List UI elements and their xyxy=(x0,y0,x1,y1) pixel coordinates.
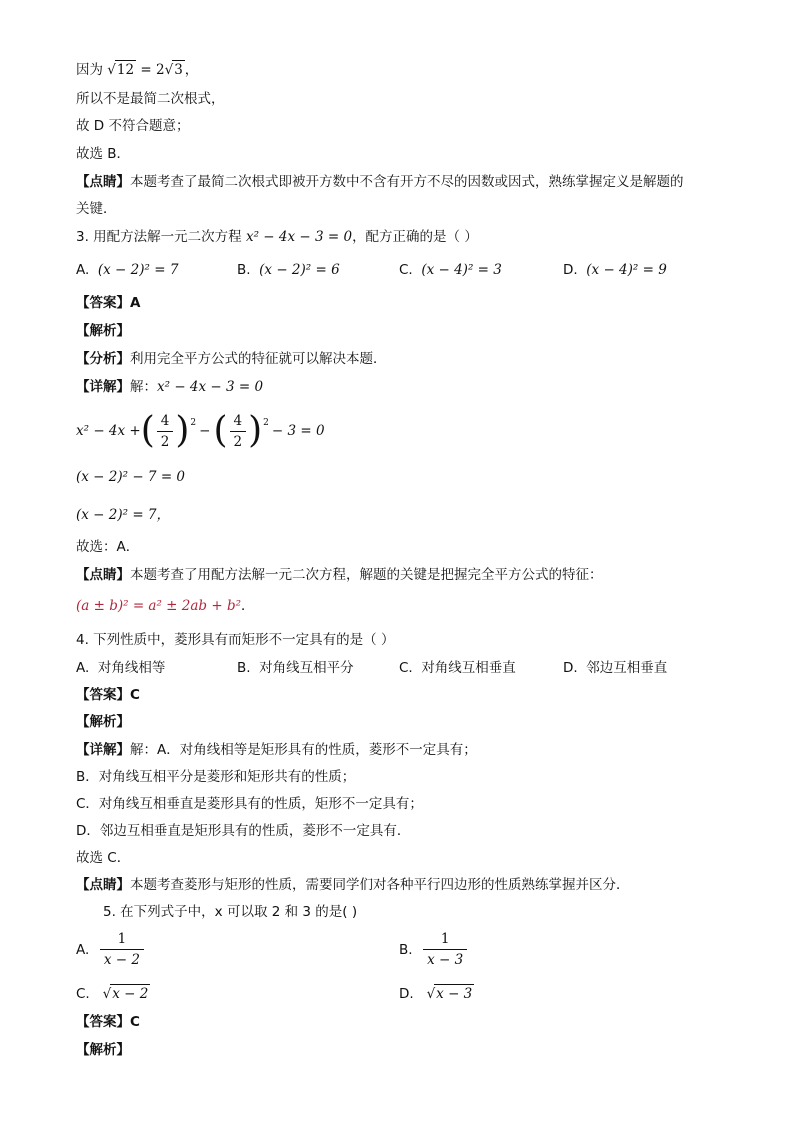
option-letter: A. xyxy=(76,941,90,958)
denominator: x − 3 xyxy=(427,952,464,968)
q5-option-c: C. √x − 2 xyxy=(76,986,149,1002)
denominator: x − 2 xyxy=(103,952,140,968)
option-letter: B. xyxy=(237,262,251,278)
text: ， xyxy=(184,62,199,78)
equation-step: (x − 2)² = 7， xyxy=(76,507,171,523)
text-line: D．邻边互相垂直是矩形具有的性质，菱形不一定具有． xyxy=(76,823,411,839)
equation-step: (x − 2)² − 7 = 0 xyxy=(76,469,186,485)
equation-text: = 2 xyxy=(136,62,165,78)
fraction xyxy=(423,930,467,969)
question-text: 3. 用配方法解一元二次方程 xyxy=(76,229,246,245)
paren-fraction: ( $\frac{4}{2}$ ) 2 xyxy=(213,410,269,451)
option-text: (x − 2)² = 7 xyxy=(97,262,179,278)
operator: − xyxy=(199,423,211,439)
equation: x² − 4x − 3 = 0 xyxy=(245,229,353,245)
denominator: 2 xyxy=(160,433,170,450)
text-line: 所以不是最简二次根式， xyxy=(76,91,225,107)
option-letter: D. xyxy=(563,660,578,676)
formula: (a ± b)² = a² ± 2ab + b² xyxy=(76,598,242,614)
section-tag: 【详解】 xyxy=(76,742,130,758)
q4-option-a xyxy=(76,659,165,677)
option-letter: B. xyxy=(399,941,413,958)
text-line xyxy=(76,350,387,368)
radicand: 12 xyxy=(116,62,135,78)
option-letter: A. xyxy=(76,262,90,278)
q5-option-d: D. √x − 3 xyxy=(399,986,473,1002)
equation-text: − 3 = 0 xyxy=(271,423,325,439)
text-line: C．对角线互相垂直是菱形具有的性质，矩形不一定具有； xyxy=(76,796,423,812)
text-line: 故选 C． xyxy=(76,850,131,866)
option-text: 对角线相等 xyxy=(97,660,166,676)
text-line xyxy=(76,378,263,396)
formula-line xyxy=(76,597,255,615)
text-line: 关键． xyxy=(76,201,117,217)
radicand: x − 3 xyxy=(436,986,473,1002)
text-line: 故选：A． xyxy=(76,539,140,555)
q4-option-b xyxy=(237,659,354,677)
text: 本题考查了用配方法解一元二次方程，解题的关键是把握完全平方公式的特征： xyxy=(130,567,603,583)
text: 解： xyxy=(130,379,157,395)
q3-option-c xyxy=(399,261,502,279)
text-line: 因为 √12 = 2√3 ， xyxy=(76,62,199,78)
option-letter: C. xyxy=(399,262,413,278)
question-5: 5. 在下列式子中，x 可以取 2 和 3 的是( ) xyxy=(103,904,358,920)
q4-option-c xyxy=(399,659,516,677)
option-text: (x − 4)² = 3 xyxy=(421,262,502,278)
text-line xyxy=(76,876,630,894)
text: 因为 xyxy=(76,62,103,78)
numerator: 4 xyxy=(157,412,174,432)
question-4: 4. 下列性质中，菱形具有而矩形不一定具有的是（ ） xyxy=(76,632,395,648)
section-tag: 【点睛】 xyxy=(76,567,130,583)
equation: x² − 4x − 3 = 0 xyxy=(157,379,264,395)
paren-fraction: ( $\frac{4}{2}$ ) 2 xyxy=(140,410,197,451)
analysis-label: 【解析】 xyxy=(76,323,130,339)
option-letter: B. xyxy=(237,660,251,676)
option-letter: D. xyxy=(563,262,578,278)
text: 本题考查菱形与矩形的性质，需要同学们对各种平行四边形的性质熟练掌握并区分． xyxy=(130,877,630,893)
option-letter: C. xyxy=(399,660,413,676)
section-tag: 【分析】 xyxy=(76,351,130,367)
answer-label: 【答案】C xyxy=(76,1014,140,1030)
question-text: ，配方正确的是（ ） xyxy=(352,229,478,245)
equation-text: x² − 4x + xyxy=(76,423,141,439)
q3-option-a xyxy=(76,261,178,279)
q5-option-a xyxy=(76,930,146,969)
text-line: B．对角线互相平分是菱形和矩形共有的性质； xyxy=(76,769,356,785)
option-letter: A. xyxy=(76,660,90,676)
option-text: (x − 4)² = 9 xyxy=(586,262,667,278)
option-text: 对角线互相垂直 xyxy=(421,660,516,676)
analysis-label: 【解析】 xyxy=(76,1042,130,1058)
option-text: 对角线互相平分 xyxy=(259,660,354,676)
q4-option-d xyxy=(563,659,667,677)
option-text: 邻边互相垂直 xyxy=(586,660,668,676)
analysis-label: 【解析】 xyxy=(76,714,130,730)
numerator: 4 xyxy=(230,412,247,432)
section-tag: 【点睛】 xyxy=(76,877,130,893)
option-letter: C. xyxy=(76,986,90,1002)
numerator: 1 xyxy=(100,930,144,950)
text: 解：A．对角线相等是矩形具有的性质，菱形不一定具有； xyxy=(130,742,477,758)
text: 利用完全平方公式的特征就可以解决本题． xyxy=(130,351,387,367)
text: ． xyxy=(241,598,255,614)
text-line xyxy=(76,566,603,584)
text-line xyxy=(76,741,477,759)
numerator: 1 xyxy=(423,930,467,950)
text-line: 故 D 不符合题意； xyxy=(76,118,190,134)
q5-option-b xyxy=(399,930,469,969)
radicand: x − 2 xyxy=(112,986,149,1002)
text-line xyxy=(76,173,684,191)
option-text: (x − 2)² = 6 xyxy=(259,262,340,278)
text-line: 故选 B． xyxy=(76,146,131,162)
q3-option-d xyxy=(563,261,667,279)
denominator: 2 xyxy=(233,433,243,450)
answer-label: 【答案】C xyxy=(76,687,140,703)
section-tag: 【点睛】 xyxy=(76,174,130,190)
fraction xyxy=(100,930,144,969)
question-3 xyxy=(76,228,478,246)
q3-option-b xyxy=(237,261,340,279)
radicand: 3 xyxy=(174,62,183,78)
answer-label: 【答案】A xyxy=(76,295,141,311)
option-letter: D. xyxy=(399,986,414,1002)
section-tag: 【详解】 xyxy=(76,379,130,395)
text: 本题考查了最简二次根式即被开方数中不含有开方不尽的因数或因式，熟练掌握定义是解题的 xyxy=(130,174,684,190)
equation-step xyxy=(76,406,325,456)
